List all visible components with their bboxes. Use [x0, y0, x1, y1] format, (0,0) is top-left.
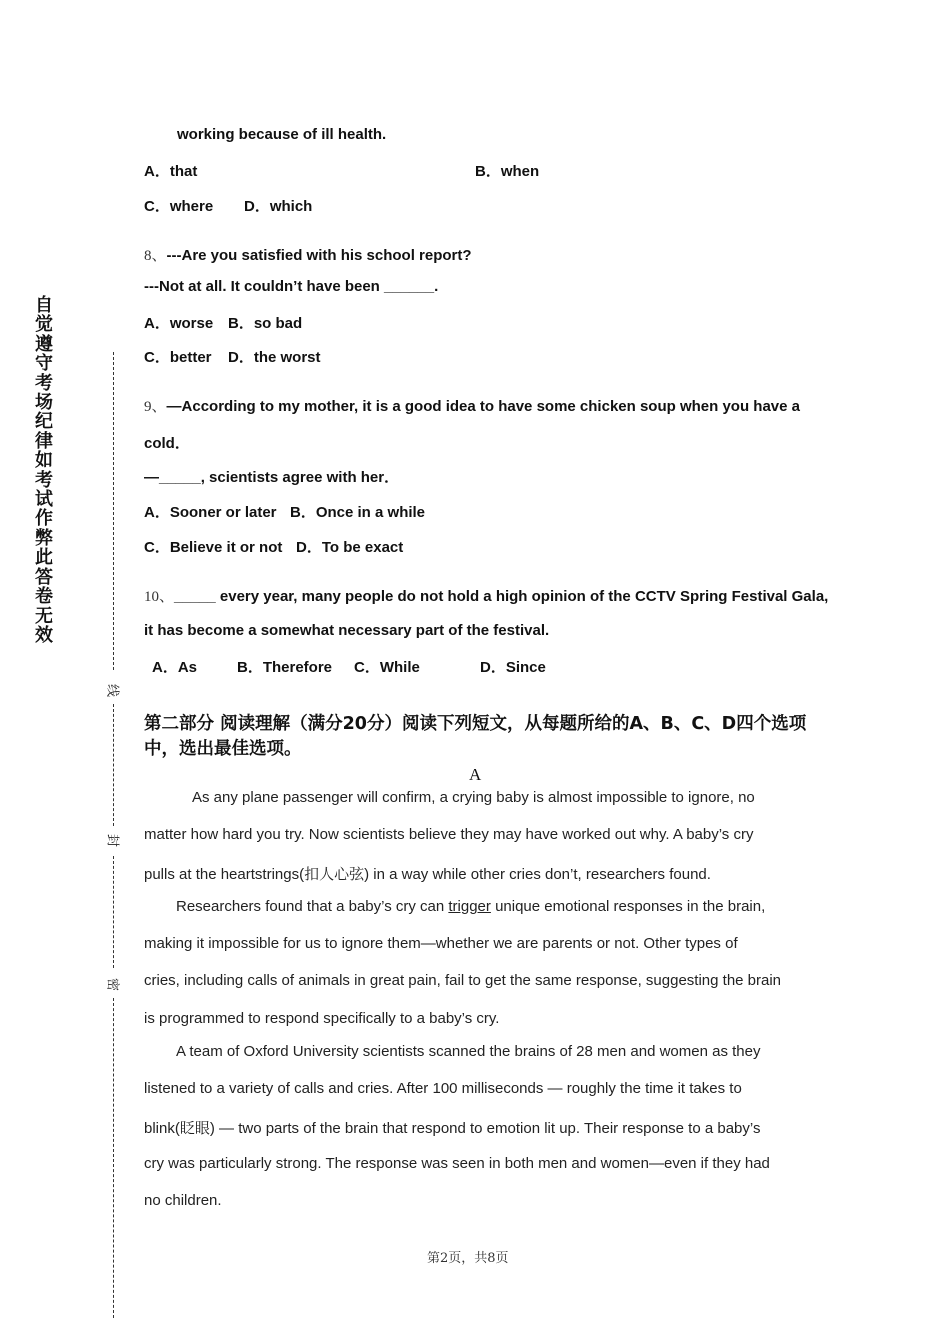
q10-option-d: D．Since — [480, 659, 546, 676]
q7-option-a: A．that — [144, 163, 198, 180]
passage-line: pulls at the heartstrings(扣人心弦) in a way while other cries don’t, researchers found. — [144, 866, 711, 883]
gloss-blink: 眨眼 — [179, 1121, 210, 1137]
q9-option-a: A．Sooner or later — [144, 504, 277, 521]
binding-line-segment — [113, 704, 114, 826]
q10-line1: 10、_____ every year, many people do not hold a high opinion of the CCTV Spring Festival Gala, — [144, 588, 829, 605]
q10-number: 10、 — [144, 589, 175, 605]
binding-mark-feng: 封 — [104, 833, 120, 847]
q8-option-b: B．so bad — [228, 315, 303, 332]
q10-option-a: A．As — [152, 659, 198, 676]
passage-line: blink(眨眼) — two parts of the brain that respond to emotion lit up. Their response to a baby’s — [144, 1120, 761, 1137]
exam-rule-vertical-text: 自觉遵守考场纪律如考试作弊此答卷无效 — [35, 295, 53, 646]
q9-line1b: cold． — [144, 435, 190, 452]
binding-mark-xian: 线 — [104, 683, 120, 697]
gloss-heartstrings: 扣人心弦 — [304, 867, 365, 883]
q9-number: 9、 — [144, 399, 167, 415]
passage-line: cry was particularly strong. The response was seen in both men and women—even if they had — [144, 1155, 770, 1172]
q9-option-c: C．Believe it or not — [144, 539, 283, 556]
section-heading: 第二部分 阅读理解（满分20分）阅读下列短文，从每题所给的A、B、C、D四个选项中，选出最佳选项。 — [144, 714, 807, 759]
q9-option-d: D．To be exact — [296, 539, 404, 556]
passage-line: no children. — [144, 1192, 222, 1209]
q8-option-a: A．worse — [144, 315, 214, 332]
passage-line: cries, including calls of animals in great pain, fail to get the same response, suggesting the brain — [144, 972, 782, 989]
passage-line: is programmed to respond specifically to a baby’s cry. — [144, 1010, 500, 1027]
passage-line: As any plane passenger will confirm, a crying baby is almost impossible to ignore, no — [192, 789, 755, 806]
passage-label: A — [469, 765, 482, 784]
binding-line-segment — [113, 998, 114, 1318]
passage-line: Researchers found that a baby’s cry can trigger unique emotional responses in the brain, — [176, 898, 766, 915]
passage-line: listened to a variety of calls and cries. After 100 milliseconds — roughly the time it takes to — [144, 1080, 742, 1097]
q10-option-c: C．While — [354, 659, 420, 676]
q7-option-c: C．where — [144, 198, 214, 215]
passage-line: A team of Oxford University scientists scanned the brains of 28 men and women as they — [176, 1043, 761, 1060]
q8-option-d: D．the worst — [228, 349, 321, 366]
q9-option-b: B．Once in a while — [290, 504, 426, 521]
binding-line-segment — [113, 856, 114, 968]
q10-line2: it has become a somewhat necessary part of the festival. — [144, 622, 550, 639]
q8-line1: 8、---Are you satisfied with his school report? — [144, 247, 472, 264]
q8-number: 8、 — [144, 248, 167, 264]
q8-option-c: C．better — [144, 349, 212, 366]
binding-mark-mi: 密 — [104, 977, 120, 991]
q9-line2: —_____, scientists agree with her． — [144, 469, 400, 486]
q7-continuation: working because of ill health. — [177, 126, 387, 143]
q9-line1: 9、—According to my mother, it is a good idea to have some chicken soup when you have a — [144, 398, 800, 415]
q10-option-b: B．Therefore — [237, 659, 333, 676]
q7-option-b: B．when — [475, 163, 540, 180]
passage-line: making it impossible for us to ignore them—whether we are parents or not. Other types of — [144, 935, 738, 952]
underlined-word-trigger: trigger — [448, 898, 491, 915]
passage-line: matter how hard you try. Now scientists believe they may have worked out why. A baby’s cry — [144, 826, 754, 843]
q8-line2: ---Not at all. It couldn’t have been ______. — [144, 278, 439, 295]
binding-line-segment — [113, 352, 114, 670]
q7-option-d: D．which — [244, 198, 313, 215]
page-number: 第2页，共8页 — [427, 1251, 509, 1266]
